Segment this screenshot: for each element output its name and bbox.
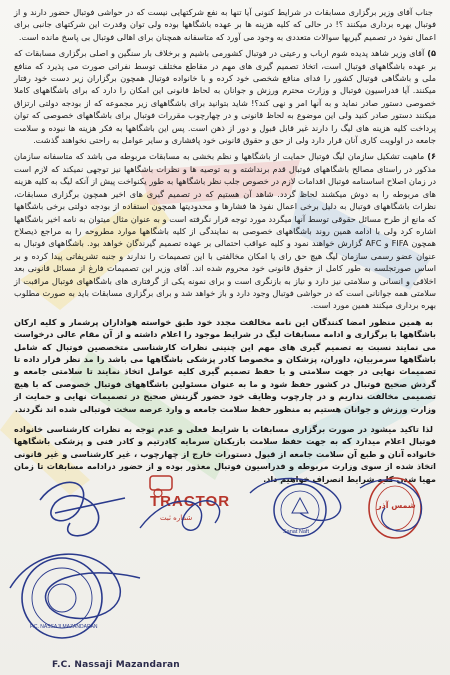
paragraph-text: ماهیت تشکیل سازمان لیگ فوتبال حمایت از باشگاهها و نظم بخشی به مسابقات مربوطه می باشد که متاسفانه سازمان مذکور در راستای مصالح باشگاههای فوتبال قدم برنداشته و به توصیه ها و نظرات باشگاهها نیز توجهی نمیکند که لازم است در زمان اصلاح اساسنامه فوتبال اقدامات لازم در خصوص جلب نظر باشگاهها به طور یکنواخت پیش از آنکه لیگ به کلیه هزینه های مربوطه را به دوش میکشند لحاظ گردد. شاهد آن هستیم که در تصمیم گیری های اخیر همچون برگزاری مسابقات، نظرات باشگاههای فوتبال به دلیل برخی اعمال نفوذ ها فشارها و محدودیتها همچون استفاده از بودجه دولتی برخی باشگاهها که مانع از طرح مسائل حقوقی توسط آنها میگردد مورد توجه قرار نگرفته است و به عنوان مثال میتوان به نامه اخیر باشگاهها اشاره کرد ولی با ادامه همین روند باشگاههای خصوصی به نمایندگی از کلیه باشگاهها موارد مطروحه را به مراجع ذیصلاح همچون FIFA و AFC گزارش خواهند نمود و کلیه عواقب احتمالی بر عهده تصمیم گیرندگان خواهد بود. باشگاههای فوتبال به عنوان عضو رسمی سازمان لیگ هیچ حق رای یا امکان مخالفتی با این تصمیمات را ندارند و جنبه تشریفاتی پیدا کرده و بر اساس صورتجلسه به طور کامل از حقوق قانونی خود محروم شده اند. آقای وزیر این تصمیمات فارغ از مسائل قانونی بعد اخلاقی و انسانی و سلامتی نیز دارد و نیاز به بازنگری است و برای نمونه یکی از گرفتاری های باشگاههای فوتبال مراقبت از سلامتی همه جوانانی است که در حواشی فوتبال وجود دارد و باز خواهد شد و برای برگزاری مسابقات باید به صورت مطلوب بهره برداری میکنند همین مورد است. <box>14 151 436 311</box>
paragraph-text: به همین منظور امضا کنندگان این نامه مخالفت مجدد خود طبق خواسته هواداران پرشمار و کلیه ارکان باشگاهها با برگزاری و ادامه مسابقات لیگ در شرایط موجود را اعلام داشته و از آن مقام عالی درخواست می نمایند نسبت به تصمیم گیری های مهم این چنینی نظرات کارشناسی متخصصین فوتبال که شامل باشگاهها سرمربیان، داوران، پزشکان و مخصوصا کادر پزشکی باشگاهها می باشد را مد نظر قرار داده تا تصمیمات نهایی در جهت سلامتی و با حفظ تصمیم گیری کلیه عوامل اتخاذ نمایند تا سلامتی جامعه و گردش صحیح فوتبال در کشور حفظ شود و ما به عنوان مسئولین باشگاههای فوتبال خصوصی که با هیچ تصمیمی مخالفت نداریم و در چارچوب وظایف خود حضور گزینش صحیح در تصمیمات نهایی و حمایت از وزارت ورزش و جوانان هستیم به منظور حفظ سلامت جامعه و وارد عرصه سخت فوتبالی شده اند نگردند. <box>14 316 436 414</box>
stamp-tractor-sub: شماره ثبت <box>160 514 193 522</box>
signature-scribble-5 <box>10 554 140 618</box>
tractor-stamp <box>150 476 230 522</box>
paragraph-request <box>14 316 436 415</box>
stamp-sanat-naft-label: Sanat Naft <box>283 529 309 535</box>
stamp-nassaji-label: F.C. NASSAJI MAZANDARAN <box>30 624 98 630</box>
stamp-shams-azar-label: شمس آذر <box>377 501 416 510</box>
paragraph-text: جناب آقای وزیر برگزاری مسابقات در شرایط کنونی آیا تنها به نفع شرکتهایی نیست که در حواشی فوتبال حضور دارند و از فوتبال بهره برداری میکنند ؟! در حالی که کلیه هزینه ها بر عهده باشگاهها بوده ولی توان وقدرت این شرکتهای جانبی برای اعمال نفوذ در تصمیم گیریها سوالات متعددی به وجود می آورد که متاسفانه همچنان برای اهالی فوتبال بی پاسخ مانده است. <box>14 7 436 42</box>
nassaji-stamp <box>22 558 102 638</box>
paragraph-1 <box>14 6 436 43</box>
paragraph-6 <box>14 150 436 311</box>
paragraph-text: آقای وزیر شاهد پدیده شوم ارباب و رعیتی در فوتبال کشورمی باشیم و برخلاف بار سنگین و اصلی برگزاری مسابقات که بر عهده باشگاههای فوتبال است، اتخاذ تصمیم گیری های مهم در مقاطع مختلف توسط نفراتی صورت می پذیرد که منافع ملی و باشگاهی فوتبال کشور را فدای منافع شخصی خود کرده و با خانواده فوتبال همچون برگزاران زیر دست خود رفتار میکنند. آیا فدراسیون فوتبال و وزارت محترم ورزش و جوانان به لحاظ قانونی این امکان را دارد که برای باشگاههای کاملا خصوصی دستور صادر نماید و به آنها امر و نهی کند؟! شاید بتوانید برای باشگاههای زیر مجموعه که از بودجه دولتی ارتزاق میکنند دستور صادر کنید ولی این موضوع به لحاظ قانونی و در چهارچوب مقررات فوتبال برای باشگاههای خصوصی که توان پرداخت کلیه هزینه های لیگ را دارند غیر قابل قبول و دور از ذهن است. پس این باشگاهها به فکر هزینه ها نبوده و سلامت جامعه در اولویت کاری آنان قرار دارد ولی از حق و حقوق قانونی خود پافشاری و سایر عوامل به راحتی نخواهند گذشت. <box>14 48 436 146</box>
letter-body <box>14 6 436 489</box>
shams-azar-stamp <box>369 478 421 538</box>
sanat-naft-stamp <box>274 484 326 536</box>
footer-club-name: F.C. Nassaji Mazandaran <box>52 660 180 670</box>
paragraph-5 <box>14 47 436 146</box>
signature-scribble-1 <box>40 482 125 535</box>
paragraph-number: ۶) <box>427 151 436 162</box>
stamp-tractor-label: TRACTOR <box>150 493 231 510</box>
signatures-area <box>0 468 450 675</box>
paragraph-number: ۵) <box>427 48 436 59</box>
paragraph-text: لذا تاکید میشود در صورت برگزاری مسابقات با شرایط فعلی و عدم توجه به نظرات کارشناسی خانواده فوتبال اعلام میدارد که به جهت حفظ سلامت بازیکنان سرمایه کادرتیم و کادر فنی و پزشکی باشگاهها خانواده آنان و طبع آن سلامت جامعه از قبول دستورات خارج از چهارچوب ، غیر کارشناسی و غیر قانونی اتخاذ شده از سوی وزارت مربوطه و فدراسیون فوتبال معذور بوده و از حضور درادامه مسابقات تا زمان مهیا شدن کلیه شرایط انصراف خواهیم داد. <box>14 424 436 484</box>
